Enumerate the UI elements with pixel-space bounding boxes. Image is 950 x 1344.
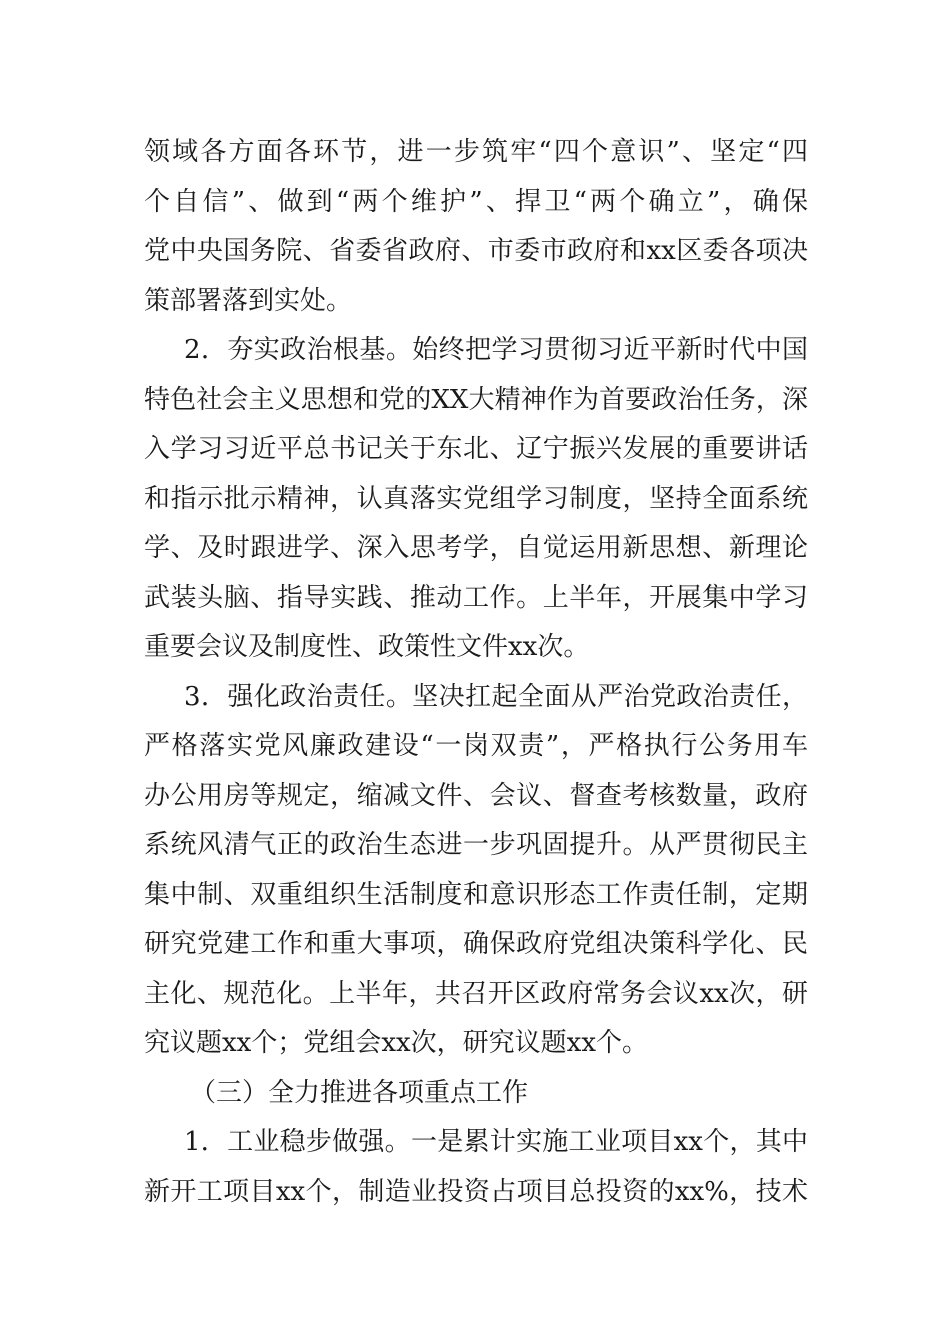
paragraph-line: 严格落实党风廉政建设“一岗双责”，严格执行公务用车 bbox=[144, 731, 808, 761]
paragraph-line: 新开工项目xx个，制造业投资占项目总投资的xx%，技术 bbox=[144, 1176, 808, 1207]
paragraph-line: 2．夯实政治根基。始终把学习贯彻习近平新时代中国 bbox=[184, 335, 808, 365]
paragraph-line: 和指示批示精神，认真落实党组学习制度，坚持全面系统 bbox=[144, 483, 808, 514]
paragraph-line: 研究党建工作和重大事项，确保政府党组决策科学化、民 bbox=[144, 929, 808, 959]
paragraph-line: 党中央国务院、省委省政府、市委市政府和xx区委各项决 bbox=[144, 236, 808, 266]
paragraph-line: 武装头脑、指导实践、推动工作。上半年，开展集中学习 bbox=[144, 582, 808, 613]
paragraph-line: 办公用房等规定，缩减文件、会议、督查考核数量，政府 bbox=[144, 780, 808, 811]
paragraph-line: 3．强化政治责任。坚决扛起全面从严治党政治责任， bbox=[184, 681, 808, 712]
paragraph-line: 特色社会主义思想和党的XX大精神作为首要政治任务，深 bbox=[144, 384, 808, 415]
paragraph-line: 策部署落到实处。 bbox=[144, 285, 353, 316]
section-heading: （三）全力推进各项重点工作 bbox=[190, 1077, 529, 1108]
paragraph-line: 究议题xx个；党组会xx次，研究议题xx个。 bbox=[144, 1028, 648, 1058]
paragraph-line: 集中制、双重组织生活制度和意识形态工作责任制，定期 bbox=[144, 879, 808, 910]
paragraph-line: 主化、规范化。上半年，共召开区政府常务会议xx次，研 bbox=[144, 978, 808, 1009]
paragraph-line: 重要会议及制度性、政策性文件xx次。 bbox=[144, 632, 590, 662]
paragraph-line: 入学习习近平总书记关于东北、辽宁振兴发展的重要讲话 bbox=[144, 434, 808, 464]
paragraph-line: 学、及时跟进学、深入思考学，自觉运用新思想、新理论 bbox=[144, 533, 808, 563]
paragraph-line: 领域各方面各环节，进一步筑牢“四个意识”、坚定“四 bbox=[144, 137, 808, 167]
document-body bbox=[144, 128, 808, 1217]
paragraph-line: 系统风清气正的政治生态进一步巩固提升。从严贯彻民主 bbox=[144, 830, 808, 860]
paragraph-line: 个自信”、做到“两个维护”、捍卫“两个确立”，确保 bbox=[144, 186, 808, 217]
paragraph-line: 1．工业稳步做强。一是累计实施工业项目xx个，其中 bbox=[184, 1127, 808, 1157]
